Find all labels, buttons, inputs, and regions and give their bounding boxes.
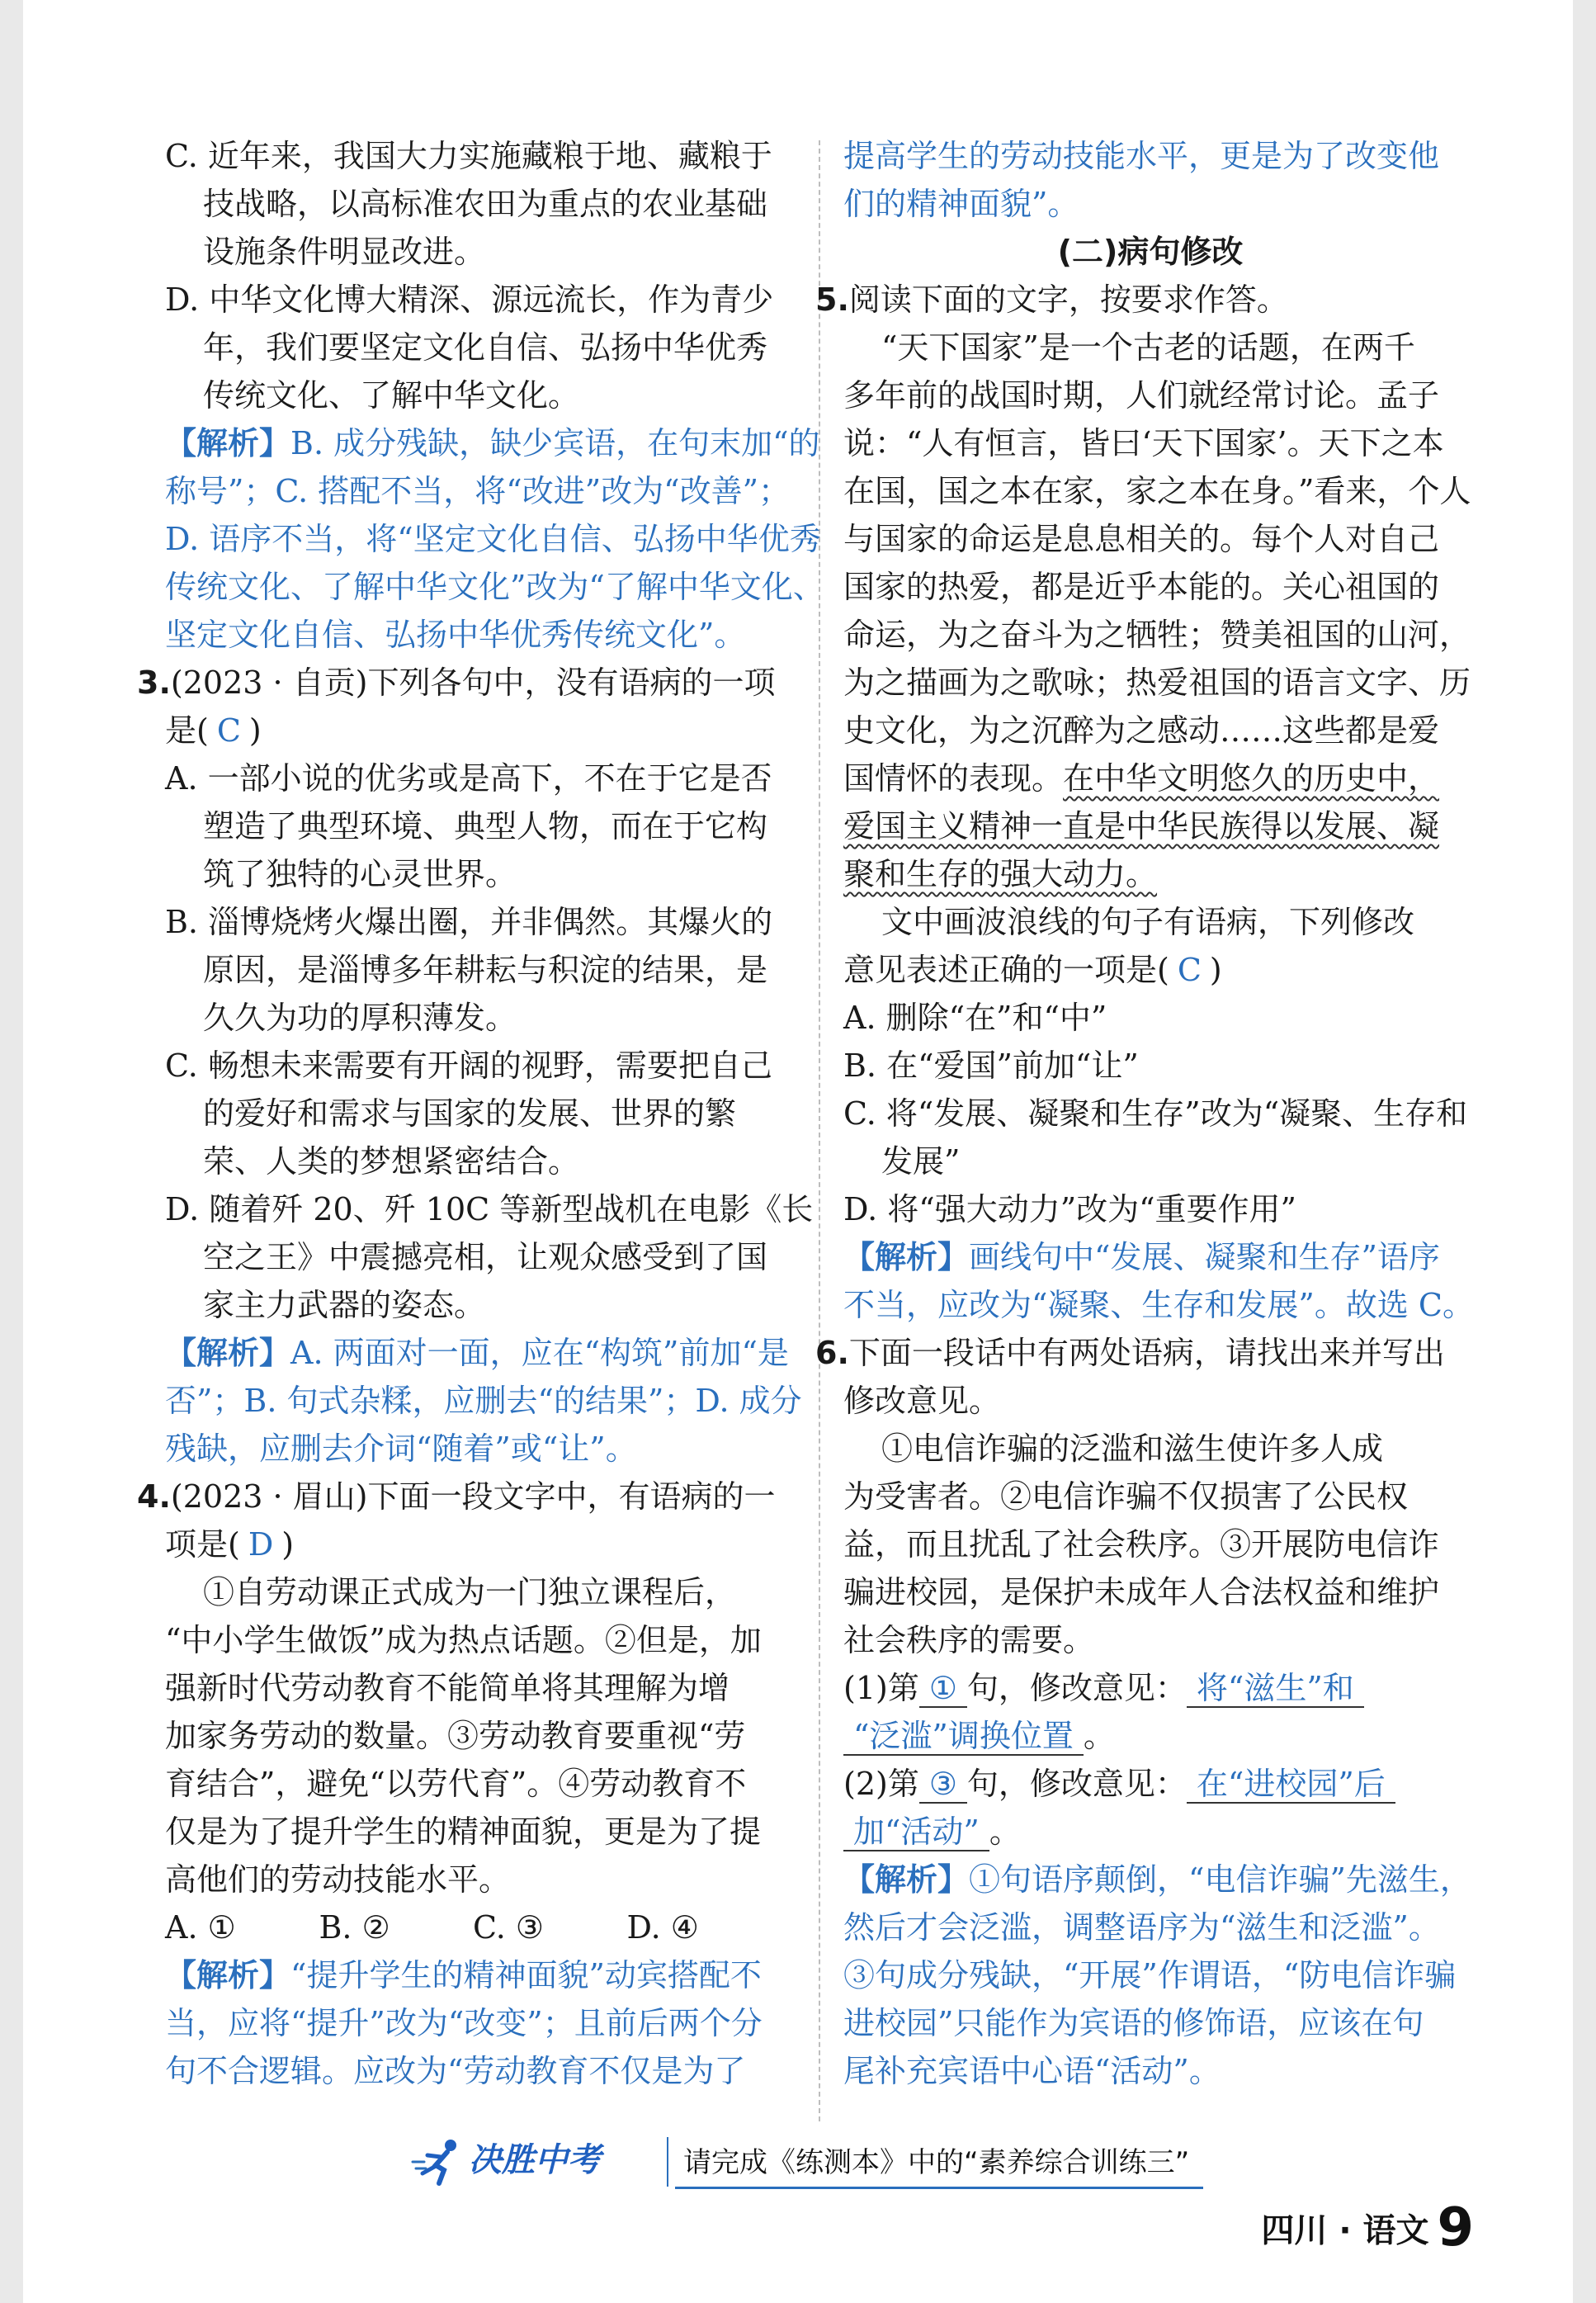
q2-option-c-line1: C. 近年来，我国大力实施藏粮于地、藏粮于 <box>165 138 772 174</box>
q4-passage-line1: ①自劳动课正式成为一门独立课程后， <box>203 1574 737 1610</box>
q2-option-c-line2: 技战略，以高标准农田为重点的农业基础 <box>203 186 768 222</box>
q6-number: 6. <box>815 1335 849 1371</box>
q6-item1-end: 。 <box>1083 1718 1115 1754</box>
q5-jiexi-line2: 不当，应改为“凝聚、生存和发展”。故选 C。 <box>843 1287 1475 1323</box>
q6-item1-line2 <box>815 1712 1485 1760</box>
q3-option-b-line1: B. 淄博烧烤火爆出圈，并非偶然。其爆火的 <box>165 904 773 940</box>
q2-jiexi-line2: 称号”；C. 搭配不当，将“改进”改为“改善”； <box>165 473 791 509</box>
q4-jiexi-cont-line1: 提高学生的劳动技能水平，更是为了改变他 <box>843 138 1440 174</box>
q4-jiexi-line1 <box>137 1951 781 1999</box>
q6-item1-fix-blank-1: 将“滋生”和 <box>1187 1670 1364 1708</box>
q4-jiexi-cont-line2: 们的精神面貌”。 <box>843 186 1079 222</box>
q5-passage-line1: “天下国家”是一个古老的话题，在两千 <box>881 329 1415 366</box>
q5-stem <box>815 276 1485 324</box>
q4-passage-line3: 强新时代劳动教育不能简单将其理解为增 <box>165 1670 730 1706</box>
q6-passage-line2: 为受害者。②电信诈骗不仅损害了公民权 <box>843 1478 1409 1515</box>
footer-banner <box>411 2134 1220 2192</box>
q2-option-c-line3: 设施条件明显改进。 <box>203 234 486 270</box>
q2-jiexi-line5: 坚定文化自信、弘扬中华优秀传统文化”。 <box>165 617 746 653</box>
q5-question-line2 <box>815 946 1485 994</box>
q4-choice-d: D. ④ <box>626 1909 699 1946</box>
q6-jiexi-line2: 然后才会泛滥，调整语序为“滋生和泛滥”。 <box>843 1909 1440 1946</box>
q5-option-d: D. 将“强大动力”改为“重要作用” <box>843 1191 1296 1227</box>
q5-jiexi-line1 <box>815 1233 1485 1281</box>
q6-stem-line1 <box>815 1329 1485 1377</box>
q5-answer: C <box>1177 952 1202 988</box>
q5-passage-line10 <box>815 754 1485 802</box>
q2-jiexi-line1 <box>137 419 820 467</box>
q6-jiexi-line3: ③句成分残缺，“开展”作谓语，“防电信诈骗 <box>843 1957 1457 1993</box>
footer-rule <box>675 2187 1203 2189</box>
q6-passage-line4: 骗进校园，是保护未成年人合法权益和维护 <box>843 1574 1440 1610</box>
q3-stem-open: 是( <box>165 712 209 749</box>
q5-question-close: ) <box>1209 952 1222 988</box>
q6-item1-line1 <box>815 1664 1485 1712</box>
q4-jiexi-line2: 当，应将“提升”改为“改变”；且前后两个分 <box>165 2005 763 2041</box>
jiexi-text: B. 成分残缺，缺少宾语，在句末加“的 <box>290 425 820 461</box>
q4-number: 4. <box>137 1478 171 1515</box>
q4-stem-line2 <box>137 1520 781 1568</box>
jiexi-tag: 【解析】 <box>843 1238 970 1275</box>
q5-passage-line6: 国家的热爱，都是近乎本能的。关心祖国的 <box>843 569 1440 605</box>
q4-stem-close: ) <box>281 1526 295 1563</box>
q4-stem-line1 <box>137 1473 781 1520</box>
q6-item2-end: 。 <box>989 1814 1021 1850</box>
q4-stem: (2023 · 眉山)下面一段文字中，有语病的一 <box>170 1478 776 1515</box>
q5-stem-text: 阅读下面的文字，按要求作答。 <box>848 281 1288 318</box>
q6-jiexi-line1 <box>815 1856 1485 1903</box>
q3-stem-line1 <box>137 659 781 707</box>
left-column <box>137 132 824 2095</box>
footer-note: 请完成《练测本》中的“素养综合训练三” <box>683 2146 1190 2179</box>
q3-option-b-line2: 原因，是淄博多年耕耘与积淀的结果，是 <box>203 952 768 988</box>
q5-passage-line3: 说：“人有恒言，皆曰‘天下国家’。天下之本 <box>843 425 1444 461</box>
page-label <box>1261 2197 1474 2258</box>
q6-item1-mid: 句，修改意见： <box>966 1670 1187 1706</box>
section-title: (二)病句修改 <box>1057 234 1244 270</box>
q3-jiexi-line1 <box>137 1329 789 1377</box>
q2-jiexi-line3: D. 语序不当，将“坚定文化自信、弘扬中华优秀 <box>165 521 821 557</box>
q3-option-b-line3: 久久为功的厚积薄发。 <box>203 1000 517 1036</box>
q6-item2-mid: 句，修改意见： <box>966 1766 1187 1802</box>
q3-number: 3. <box>137 664 171 701</box>
q6-item1-fix-blank-2: “泛滥”调换位置 <box>843 1718 1084 1756</box>
q5-passage-line7: 命运，为之奋斗为之牺牲；赞美祖国的山河， <box>843 617 1471 653</box>
q6-jiexi-line5: 尾补充宾语中心语“活动”。 <box>843 2053 1221 2089</box>
q5-question-line1: 文中画波浪线的句子有语病，下列修改 <box>881 904 1415 940</box>
q5-question-open: 意见表述正确的一项是( <box>843 952 1169 988</box>
q6-item2-line1 <box>815 1760 1485 1808</box>
q3-stem: (2023 · 自贡)下列各句中，没有语病的一项 <box>170 664 776 701</box>
q5-passage-line9: 史文化，为之沉醉为之感动……这些都是爱 <box>843 712 1440 749</box>
q4-passage-line7: 高他们的劳动技能水平。 <box>165 1861 511 1898</box>
q5-wavy-sentence-3: 聚和生存的强大动力。 <box>843 856 1158 892</box>
q2-option-d-line1: D. 中华文化博大精深、源远流长，作为青少 <box>165 281 774 318</box>
q5-wavy-sentence-2: 爱国主义精神一直是中华民族得以发展、凝 <box>843 808 1440 844</box>
q6-item2-fix-blank-1: 在“进校园”后 <box>1187 1766 1395 1804</box>
jiexi-tag: 【解析】 <box>165 424 291 461</box>
q3-option-a-line2: 塑造了典型环境、典型人物，而在于它构 <box>203 808 768 844</box>
q4-passage-line4: 加家务劳动的数量。③劳动教育要重视“劳 <box>165 1718 746 1754</box>
q4-passage-line6: 仅是为了提升学生的精神面貌，更是为了提 <box>165 1814 762 1850</box>
page <box>23 0 1573 2303</box>
q6-passage-line1: ①电信诈骗的泛滥和滋生使许多人成 <box>881 1431 1384 1467</box>
q3-option-a-line1: A. 一部小说的优劣或是高下，不在于它是否 <box>165 760 772 797</box>
q4-answer: D <box>248 1526 274 1563</box>
q6-passage-line5: 社会秩序的需要。 <box>843 1622 1095 1658</box>
q6-item2-sentence-blank: ③ <box>919 1766 967 1804</box>
jiexi-tag: 【解析】 <box>165 1334 291 1371</box>
q3-answer: C <box>216 712 241 749</box>
q4-jiexi-line3: 句不合逻辑。应改为“劳动教育不仅是为了 <box>165 2053 746 2089</box>
q4-choice-b: B. ② <box>319 1909 390 1946</box>
jiexi-text: 画线句中“发展、凝聚和生存”语序 <box>969 1239 1440 1275</box>
q5-passage-line11 <box>815 802 1485 850</box>
q3-option-d-line2: 空之王》中震撼亮相，让观众感受到了国 <box>203 1239 768 1275</box>
q6-item2-line2 <box>815 1808 1485 1856</box>
region-subject: 四川 · 语文 <box>1261 2211 1429 2250</box>
q5-passage-line12 <box>815 850 1485 898</box>
q5-wavy-sentence-1: 在中华文明悠久的历史中， <box>1063 760 1440 797</box>
q4-passage-line2: “中小学生做饭”成为热点话题。②但是，加 <box>165 1622 762 1658</box>
q2-option-d-line3: 传统文化、了解中华文化。 <box>203 377 580 414</box>
q5-option-b: B. 在“爱国”前加“让” <box>843 1047 1139 1084</box>
q3-jiexi-line3: 残缺，应删去介词“随着”或“让”。 <box>165 1431 637 1467</box>
q3-stem-close: ) <box>248 712 262 749</box>
q4-passage-line5: 育结合”，避免“以劳代育”。④劳动教育不 <box>165 1766 747 1802</box>
q5-option-a: A. 删除“在”和“中” <box>843 1000 1107 1036</box>
q6-jiexi-line4: 进校园”只能作为宾语的修饰语，应该在句 <box>843 2005 1424 2041</box>
q5-passage-line4: 在国，国之本在家，家之本在身。”看来，个人 <box>843 473 1471 509</box>
q5-number: 5. <box>815 281 849 318</box>
q3-jiexi-line2: 否”；B. 句式杂糅，应删去“的结果”；D. 成分 <box>165 1383 802 1419</box>
jiexi-tag: 【解析】 <box>165 1956 291 1993</box>
jiexi-tag: 【解析】 <box>843 1861 970 1898</box>
q3-option-c-line3: 荣、人类的梦想紧密结合。 <box>203 1143 580 1180</box>
q3-option-c-line1: C. 畅想未来需要有开阔的视野，需要把自己 <box>165 1047 772 1084</box>
footer-separator <box>667 2137 668 2187</box>
q3-option-a-line3: 筑了独特的心灵世界。 <box>203 856 517 892</box>
footer-logo: 决胜中考 <box>469 2141 601 2179</box>
q5-option-c-line2: 发展” <box>881 1143 961 1180</box>
q5-passage-line8: 为之描画为之歌咏；热爱祖国的语言文字、历 <box>843 664 1471 701</box>
q6-item1-sentence-blank: ① <box>919 1670 967 1708</box>
q5-option-c-line1: C. 将“发展、凝聚和生存”改为“凝聚、生存和 <box>843 1095 1468 1132</box>
right-column <box>815 132 1485 2095</box>
q4-choices <box>137 1903 781 1951</box>
q3-option-d-line3: 家主力武器的姿态。 <box>203 1287 486 1323</box>
q5-passage-line2: 多年前的战国时期，人们就经常讨论。孟子 <box>843 377 1440 414</box>
jiexi-text: A. 两面对一面，应在“构筑”前加“是 <box>290 1335 789 1371</box>
q6-item2-prefix: (2)第 <box>843 1766 919 1802</box>
q3-stem-line2 <box>137 707 781 754</box>
page-number: 9 <box>1437 2197 1474 2258</box>
q6-stem-line2: 修改意见。 <box>843 1383 1001 1419</box>
q6-item1-prefix: (1)第 <box>843 1670 919 1706</box>
q6-item2-fix-blank-2: 加“活动” <box>843 1814 989 1851</box>
q2-jiexi-line4: 传统文化、了解中华文化”改为“了解中华文化、 <box>165 569 824 605</box>
q5-wavy-lead: 国情怀的表现。 <box>843 760 1064 797</box>
q3-option-d-line1: D. 随着歼 20、歼 10C 等新型战机在电影《长 <box>165 1191 814 1227</box>
jiexi-text: ①句语序颠倒，“电信诈骗”先滋生， <box>969 1861 1471 1898</box>
q6-stem-text: 下面一段话中有两处语病，请找出来并写出 <box>848 1335 1445 1371</box>
q3-option-c-line2: 的爱好和需求与国家的发展、世界的繁 <box>203 1095 737 1132</box>
q5-passage-line5: 与国家的命运是息息相关的。每个人对自己 <box>843 521 1440 557</box>
q4-stem-open: 项是( <box>165 1526 240 1563</box>
q2-option-d-line2: 年，我们要坚定文化自信、弘扬中华优秀 <box>203 329 768 366</box>
q6-passage-line3: 益，而且扰乱了社会秩序。③开展防电信诈 <box>843 1526 1440 1563</box>
q4-choice-a: A. ① <box>165 1909 236 1946</box>
q4-choice-c: C. ③ <box>473 1909 544 1946</box>
jiexi-text: “提升学生的精神面貌”动宾搭配不 <box>290 1957 762 1993</box>
